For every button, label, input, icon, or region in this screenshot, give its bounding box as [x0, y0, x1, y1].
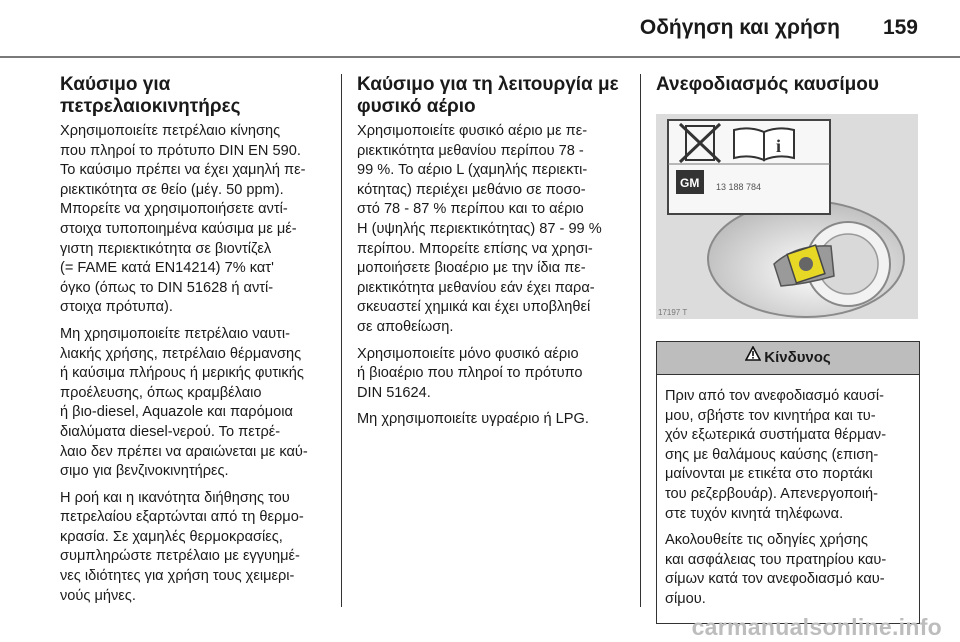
column-diesel-fuel [60, 74, 330, 613]
section-heading-diesel: Καύσιμο για πετρελαιοκινητήρες [60, 74, 241, 117]
column-divider [341, 74, 342, 607]
header-rule [0, 56, 960, 58]
warning-paragraph: Ακολουθείτε τις οδηγίες χρήσης και ασφάλειας του πρατηρίου καυ- σίμων κατά τον ανεφοδιασμό καυ- σίμου. [665, 532, 887, 607]
warning-paragraph: Πριν από τον ανεφοδιασμό καυσί- μου, σβήστε τον κινητήρα και τυ- χόν εξωτερικά συστήματα θέρμαν- σης με θαλάμους καύσης (επιση- μαίνονται με ετικέτα στο πορτάκι του ρεζερβουάρ). Απενεργοποιή- στε τυχόν κινητά τηλέφωνα. [665, 388, 887, 522]
paragraph: Χρησιμοποιείτε φυσικό αέριο με πε- ριεκτικότητα μεθανίου περίπου 78 - 99 %. Το αέριο L (χαμηλής περιεκτι- κότητας) περιέχει μεθάνιο σε ποσο- στό 78 - 87 % περίπου και το αέριο H (υψηλής περιεκτικότητας) 87 - 99 % περίπου. Μπορείτε επίσης να χρησι- μοποιήσετε βιοαέριο με την ίδια πε- ριεκτικότητα μεθανίου εάν έχει παρα- σκευαστεί χημικά και έχει υποβληθεί σε αποθείωση. [357, 123, 602, 335]
svg-text:i: i [776, 136, 782, 156]
paragraph: Χρησιμοποιείτε μόνο φυσικό αέριο ή βιοαέριο που πληροί το πρότυπο DIN 51624. [357, 345, 583, 401]
page-header [0, 0, 960, 60]
paragraph: Μη χρησιμοποιείτε πετρέλαιο ναυτι- λιακής χρήσης, πετρέλαιο θέρμανσης ή καύσιμα πλήρους ή μερικής φυτικής προέλευσης, όπως κραμβέλαιο ή βιο-diesel, Aquazole και παρόμοια διαλύματα diesel-νερού. Το πετρέ- λαιο δεν πρέπει να αραιώνεται με καύ- σιμο για βενζινοκινητήρες. [60, 325, 308, 480]
header-title: Οδήγηση και χρήση [639, 16, 840, 39]
figure-number: 17197 T [658, 308, 688, 317]
warning-triangle-icon [745, 341, 761, 373]
manual-book-icon [734, 128, 794, 160]
warning-title: Κίνδυνος [764, 349, 831, 366]
page-number: 159 [882, 16, 918, 39]
warning-header [657, 342, 919, 375]
section-heading-refuelling: Ανεφοδιασμός καυσίμου [656, 74, 879, 95]
watermark: carmanualsonline.info [691, 614, 942, 640]
fuel-flap-figure [656, 114, 918, 319]
paragraph: Η ροή και η ικανότητα διήθησης του πετρελαίου εξαρτώνται από τη θερμο- κρασία. Σε χαμηλές θερμοκρασίες, συμπληρώστε πετρέλαιο με εγγυημέ- νες ιδιότητες για χρήση τους χειμερι- νούς μήνες. [60, 489, 304, 604]
section-heading-natural-gas: Καύσιμο για τη λειτουργία με φυσικό αέριο [357, 74, 619, 117]
column-refuelling [656, 74, 920, 624]
column-divider [640, 74, 641, 607]
paragraph: Μη χρησιμοποιείτε υγραέριο ή LPG. [357, 411, 589, 428]
column-natural-gas [357, 74, 625, 437]
fuel-flap-illustration [656, 114, 918, 319]
warning-body [657, 375, 919, 623]
label-code: 13 188 784 [716, 182, 762, 192]
gm-logo-text: GM [680, 176, 700, 190]
paragraph: Χρησιμοποιείτε πετρέλαιο κίνησης που πληροί το πρότυπο DIN EN 590. Το καύσιμο πρέπει να έχει χαμηλή πε- ριεκτικότητα σε θείο (μέγ. 50 ppm). Μπορείτε να χρησιμοποιήσετε αντί- στοιχα τυποποιημένα καύσιμα με μέ- γιστη περιεκτικότητα σε βιοντίζελ (= FAME κατά EN14214) 7% κατ' όγκο (όπως το DIN 51628 ή αντί- στοιχα πρότυπα). [60, 123, 306, 316]
danger-warning-box [656, 341, 920, 624]
